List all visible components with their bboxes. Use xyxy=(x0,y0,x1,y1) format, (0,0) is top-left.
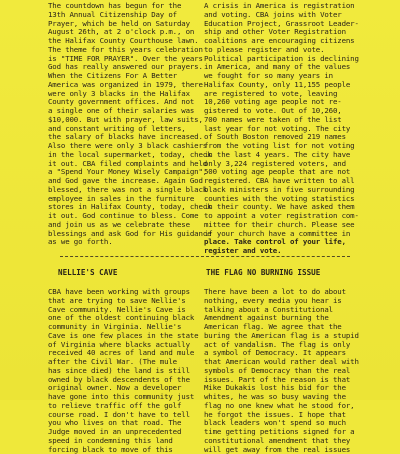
text-line: of South Boston removed 219 names xyxy=(204,133,394,142)
text-line: 13th Annual Citizenship Day of xyxy=(48,11,218,20)
text-line: August 26th, at 2 o'clock p.m., on xyxy=(48,28,218,37)
text-line: symbols of Democracy than the real xyxy=(204,367,394,376)
text-line: 10,260 voting age people not re- xyxy=(204,98,394,107)
text-line: were only 3 blacks in the Halifax xyxy=(48,90,218,99)
text-line: that are trying to save Nellie's xyxy=(48,297,218,306)
text-line: is "TIME FOR PRAYER". Over the years xyxy=(48,55,218,64)
text-line: community in Virginia. Nellie's xyxy=(48,323,218,332)
text-line: course road. I don't have to tell xyxy=(48,411,218,420)
nellies-cave-article xyxy=(48,288,218,454)
text-line: register and vote. xyxy=(204,247,394,256)
text-line: Amendment against burning the xyxy=(204,314,394,323)
section-divider xyxy=(60,256,350,257)
text-line: Education Project, Grassroot Leader- xyxy=(204,20,394,29)
text-line: mittee for their church. Please see xyxy=(204,221,394,230)
text-line: will get away from the real issues xyxy=(204,446,394,454)
text-line: we fought for so many years in xyxy=(204,72,394,81)
text-line: stores in Halifax County, today, check xyxy=(48,203,218,212)
text-line: American flag. We agree that the xyxy=(204,323,394,332)
text-line: and voting. CBA joins with Voter xyxy=(204,11,394,20)
text-line: There have been a lot to do about xyxy=(204,288,394,297)
text-line: CBA have been working with groups xyxy=(48,288,218,297)
text-line: buring the American flag is a stupid xyxy=(204,332,394,341)
prayer-day-article xyxy=(48,2,218,247)
text-line: The countdown has begun for the xyxy=(48,2,218,11)
text-line: When the Citizens For A Better xyxy=(48,72,218,81)
text-line: you who lives on that road. The xyxy=(48,419,218,428)
text-line: 500 voting age people that are not xyxy=(204,168,394,177)
text-line: from the voting list for not voting xyxy=(204,142,394,151)
text-line: a symbol of Democracy. It appears xyxy=(204,349,394,358)
text-line: black ministers in five surrounding xyxy=(204,186,394,195)
text-line: 700 names were taken of the list xyxy=(204,116,394,125)
text-line: to please register and vote. xyxy=(204,46,394,55)
flag-issue-article xyxy=(204,288,394,454)
text-line: owned by black descendents of the xyxy=(48,376,218,385)
text-line: if your church have a committee in xyxy=(204,230,394,239)
text-line: one of the oldest continuing black xyxy=(48,314,218,323)
text-line: constitutional amendment that they xyxy=(204,437,394,446)
text-line: whites, he was so busy waving the xyxy=(204,393,394,402)
text-line: in the last 4 years. The city have xyxy=(204,151,394,160)
text-line: he forgot the issues. I hope that xyxy=(204,411,394,420)
text-line: of Virginia where blacks actually xyxy=(48,341,218,350)
text-line: ship and other Voter Registration xyxy=(204,28,394,37)
text-line: after the Civil War. (The mule xyxy=(48,358,218,367)
text-line: it out. God continue to bless. Come xyxy=(48,212,218,221)
text-line: it out. CBA filed complaints and held xyxy=(48,160,218,169)
text-line: Prayer, which be held on Saturday xyxy=(48,20,218,29)
text-line: flag no one knew what he stood for, xyxy=(204,402,394,411)
text-line: as we go forth. xyxy=(48,238,218,247)
text-line: The theme for this years celebration xyxy=(48,46,218,55)
text-line: black leaders won't spend so much xyxy=(204,419,394,428)
text-line: place. Take control of your life, xyxy=(204,238,394,247)
text-line: have gone into this community just xyxy=(48,393,218,402)
text-line: Also there were only 3 black cashiers xyxy=(48,142,218,151)
text-line: Judge moved in an unprecedented xyxy=(48,428,218,437)
text-line: $10,000. But with prayer, law suits, xyxy=(48,116,218,125)
text-line: original owner. Now a developer xyxy=(48,384,218,393)
text-line: Cave community. Nellie's Cave is xyxy=(48,306,218,315)
text-line: that American would rather deal with xyxy=(204,358,394,367)
text-line: blessed, there was not a single black xyxy=(48,186,218,195)
text-line: America was organized in 1979, there xyxy=(48,81,218,90)
text-line: A crisis in America is registration xyxy=(204,2,394,11)
text-line: and God gave the increase. Again God xyxy=(48,177,218,186)
text-line: God has really answered our prayers. xyxy=(48,63,218,72)
text-line: the Halifax County Courthouse lawn. xyxy=(48,37,218,46)
text-line: are registered to vote, leaving xyxy=(204,90,394,99)
nellies-cave-heading: NELLIE'S CAVE xyxy=(58,268,117,277)
text-line: registered. CBA have written to all xyxy=(204,177,394,186)
text-line: to appoint a voter registration com- xyxy=(204,212,394,221)
text-line: gistered to vote. Out of 10,260, xyxy=(204,107,394,116)
text-line: in America, and many of the values xyxy=(204,63,394,72)
text-line: nothing, every media you hear is xyxy=(204,297,394,306)
flag-issue-heading: THE FLAG NO BURNING ISSUE xyxy=(206,268,320,277)
text-line: Political participation is declining xyxy=(204,55,394,64)
text-line: received 40 acres of land and mule xyxy=(48,349,218,358)
text-line: Mike Dukakis lost his bid for the xyxy=(204,384,394,393)
text-line: blessings and ask God for His guidance xyxy=(48,230,218,239)
text-line: County government offices. And not xyxy=(48,98,218,107)
text-line: employee in sales in the furniture xyxy=(48,195,218,204)
text-line: to relieve traffic off the golf xyxy=(48,402,218,411)
text-line: in their county. We have asked them xyxy=(204,203,394,212)
text-line: speed in condemning this land xyxy=(48,437,218,446)
text-line: act of vandalism. The flag is only xyxy=(204,341,394,350)
text-line: last year for not voting. The city xyxy=(204,125,394,134)
text-line: Cave is one few places in the state xyxy=(48,332,218,341)
text-line: issues. Part of the reason is that xyxy=(204,376,394,385)
text-line: and constant writing of letters, xyxy=(48,125,218,134)
text-line: forcing black to move of this xyxy=(48,446,218,454)
text-line: the salary of blacks have increased. xyxy=(48,133,218,142)
text-line: only 3,224 registered voters, and xyxy=(204,160,394,169)
text-line: and join us as we celebrate these xyxy=(48,221,218,230)
text-line: has since died) the land is still xyxy=(48,367,218,376)
text-line: Halifax County, only 11,155 people xyxy=(204,81,394,90)
text-line: in the local supermarket, today, check xyxy=(48,151,218,160)
text-line: a "Spend Your Money Wisely Campaign", xyxy=(48,168,218,177)
text-line: a single one of their salaries was xyxy=(48,107,218,116)
voter-registration-article xyxy=(204,2,394,256)
text-line: counties with the voting statistics xyxy=(204,195,394,204)
text-line: talking about a Constitutional xyxy=(204,306,394,315)
text-line: coalitions are encouraging citizens xyxy=(204,37,394,46)
text-line: time getting petitions signed for a xyxy=(204,428,394,437)
